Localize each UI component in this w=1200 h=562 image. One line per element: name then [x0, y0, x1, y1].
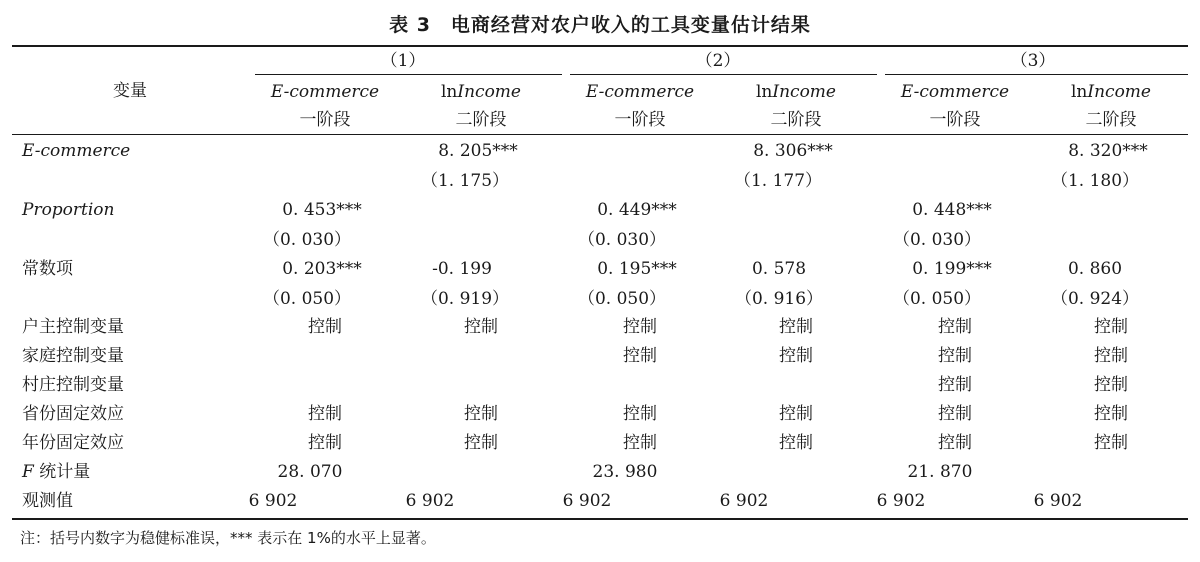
table-cell: 6 902: [248, 491, 298, 511]
table-cell: 0. 578: [751, 259, 807, 279]
header-rule: [12, 134, 1188, 135]
group-1-rule: [255, 74, 562, 75]
group-header-2: （2）: [695, 51, 741, 71]
table-cell: 0. 448***: [912, 200, 992, 220]
table-cell: 控制: [623, 404, 657, 424]
col-1-stage: 一阶段: [299, 110, 351, 130]
row-label-observations: 观测值: [22, 491, 73, 511]
table-title: 表 3 电商经营对农户收入的工具变量估计结果: [389, 14, 811, 36]
table-cell: 控制: [623, 433, 657, 453]
table-cell: （0. 030）: [262, 230, 352, 250]
col-4-variable: lnIncome: [756, 82, 836, 102]
table-cell: 6 902: [405, 491, 455, 511]
table-cell: 控制: [779, 404, 813, 424]
table-cell: 6 902: [562, 491, 612, 511]
row-label-head-controls: 户主控制变量: [22, 317, 124, 337]
group-header-1: （1）: [380, 51, 426, 71]
table-cell: 23. 980: [592, 462, 658, 482]
group-3-rule: [885, 74, 1188, 75]
table-cell: 控制: [623, 317, 657, 337]
table-cell: 8. 320***: [1068, 141, 1148, 161]
col-2-variable: lnIncome: [441, 82, 521, 102]
col-1-variable: E-commerce: [270, 82, 380, 102]
table-cell: （1. 180）: [1050, 171, 1140, 191]
table-cell: （0. 924）: [1050, 289, 1140, 309]
group-header-3: （3）: [1010, 51, 1056, 71]
table-cell: 控制: [938, 433, 972, 453]
col-2-stage: 二阶段: [455, 110, 507, 130]
col-6-variable: lnIncome: [1071, 82, 1151, 102]
table-cell: 控制: [623, 346, 657, 366]
table-cell: 控制: [779, 433, 813, 453]
table-cell: 控制: [938, 346, 972, 366]
table-cell: 28. 070: [277, 462, 343, 482]
table-cell: （0. 919）: [420, 289, 510, 309]
table-cell: 6 902: [1033, 491, 1083, 511]
row-label-f-statistic: F 统计量: [22, 462, 91, 482]
table-cell: （1. 177）: [733, 171, 823, 191]
bottom-rule: [12, 518, 1188, 520]
table-note: 注：括号内数字为稳健标准误，*** 表示在 1%的水平上显著。: [20, 529, 436, 547]
row-label-ecommerce: E-commerce: [22, 141, 131, 161]
variable-header: 变量: [113, 81, 147, 101]
table-cell: 0. 199***: [912, 259, 992, 279]
table-cell: 0. 195***: [597, 259, 677, 279]
table-cell: 控制: [1094, 346, 1128, 366]
table-cell: 6 902: [719, 491, 769, 511]
table-cell: 0. 203***: [282, 259, 362, 279]
table-cell: 控制: [1094, 404, 1128, 424]
row-label-proportion: Proportion: [22, 200, 115, 220]
group-2-rule: [570, 74, 877, 75]
col-4-stage: 二阶段: [770, 110, 822, 130]
table-cell: 控制: [1094, 375, 1128, 395]
table-cell: （1. 175）: [420, 171, 510, 191]
table-cell: 控制: [1094, 317, 1128, 337]
table-cell: （0. 050）: [577, 289, 667, 309]
table-cell: 0. 453***: [282, 200, 362, 220]
table-cell: 控制: [938, 317, 972, 337]
table-cell: 8. 306***: [753, 141, 833, 161]
table-cell: 控制: [779, 317, 813, 337]
row-label-year-fe: 年份固定效应: [22, 433, 124, 453]
row-label-family-controls: 家庭控制变量: [22, 346, 124, 366]
col-3-variable: E-commerce: [585, 82, 695, 102]
table-cell: 8. 205***: [438, 141, 518, 161]
col-5-stage: 一阶段: [929, 110, 981, 130]
table-cell: （0. 050）: [262, 289, 352, 309]
table-cell: 控制: [464, 317, 498, 337]
table-cell: 控制: [1094, 433, 1128, 453]
table-cell: 0. 449***: [597, 200, 677, 220]
row-label-constant: 常数项: [22, 259, 73, 279]
col-6-stage: 二阶段: [1085, 110, 1137, 130]
table-cell: 控制: [308, 317, 342, 337]
table-cell: 控制: [464, 433, 498, 453]
top-rule: [12, 45, 1188, 47]
table-cell: （0. 050）: [892, 289, 982, 309]
table-cell: 0. 860: [1067, 259, 1123, 279]
table-cell: 控制: [938, 375, 972, 395]
table-cell: 控制: [308, 404, 342, 424]
table-cell: （0. 916）: [734, 289, 824, 309]
table-cell: 21. 870: [907, 462, 973, 482]
table-cell: 控制: [464, 404, 498, 424]
table-cell: -0. 199: [432, 259, 492, 279]
col-5-variable: E-commerce: [900, 82, 1010, 102]
table-cell: 控制: [308, 433, 342, 453]
col-3-stage: 一阶段: [614, 110, 666, 130]
table-cell: 控制: [779, 346, 813, 366]
table-cell: 6 902: [876, 491, 926, 511]
table-cell: 控制: [938, 404, 972, 424]
row-label-village-controls: 村庄控制变量: [22, 375, 124, 395]
row-label-province-fe: 省份固定效应: [22, 404, 124, 424]
table-cell: （0. 030）: [892, 230, 982, 250]
table-cell: （0. 030）: [577, 230, 667, 250]
